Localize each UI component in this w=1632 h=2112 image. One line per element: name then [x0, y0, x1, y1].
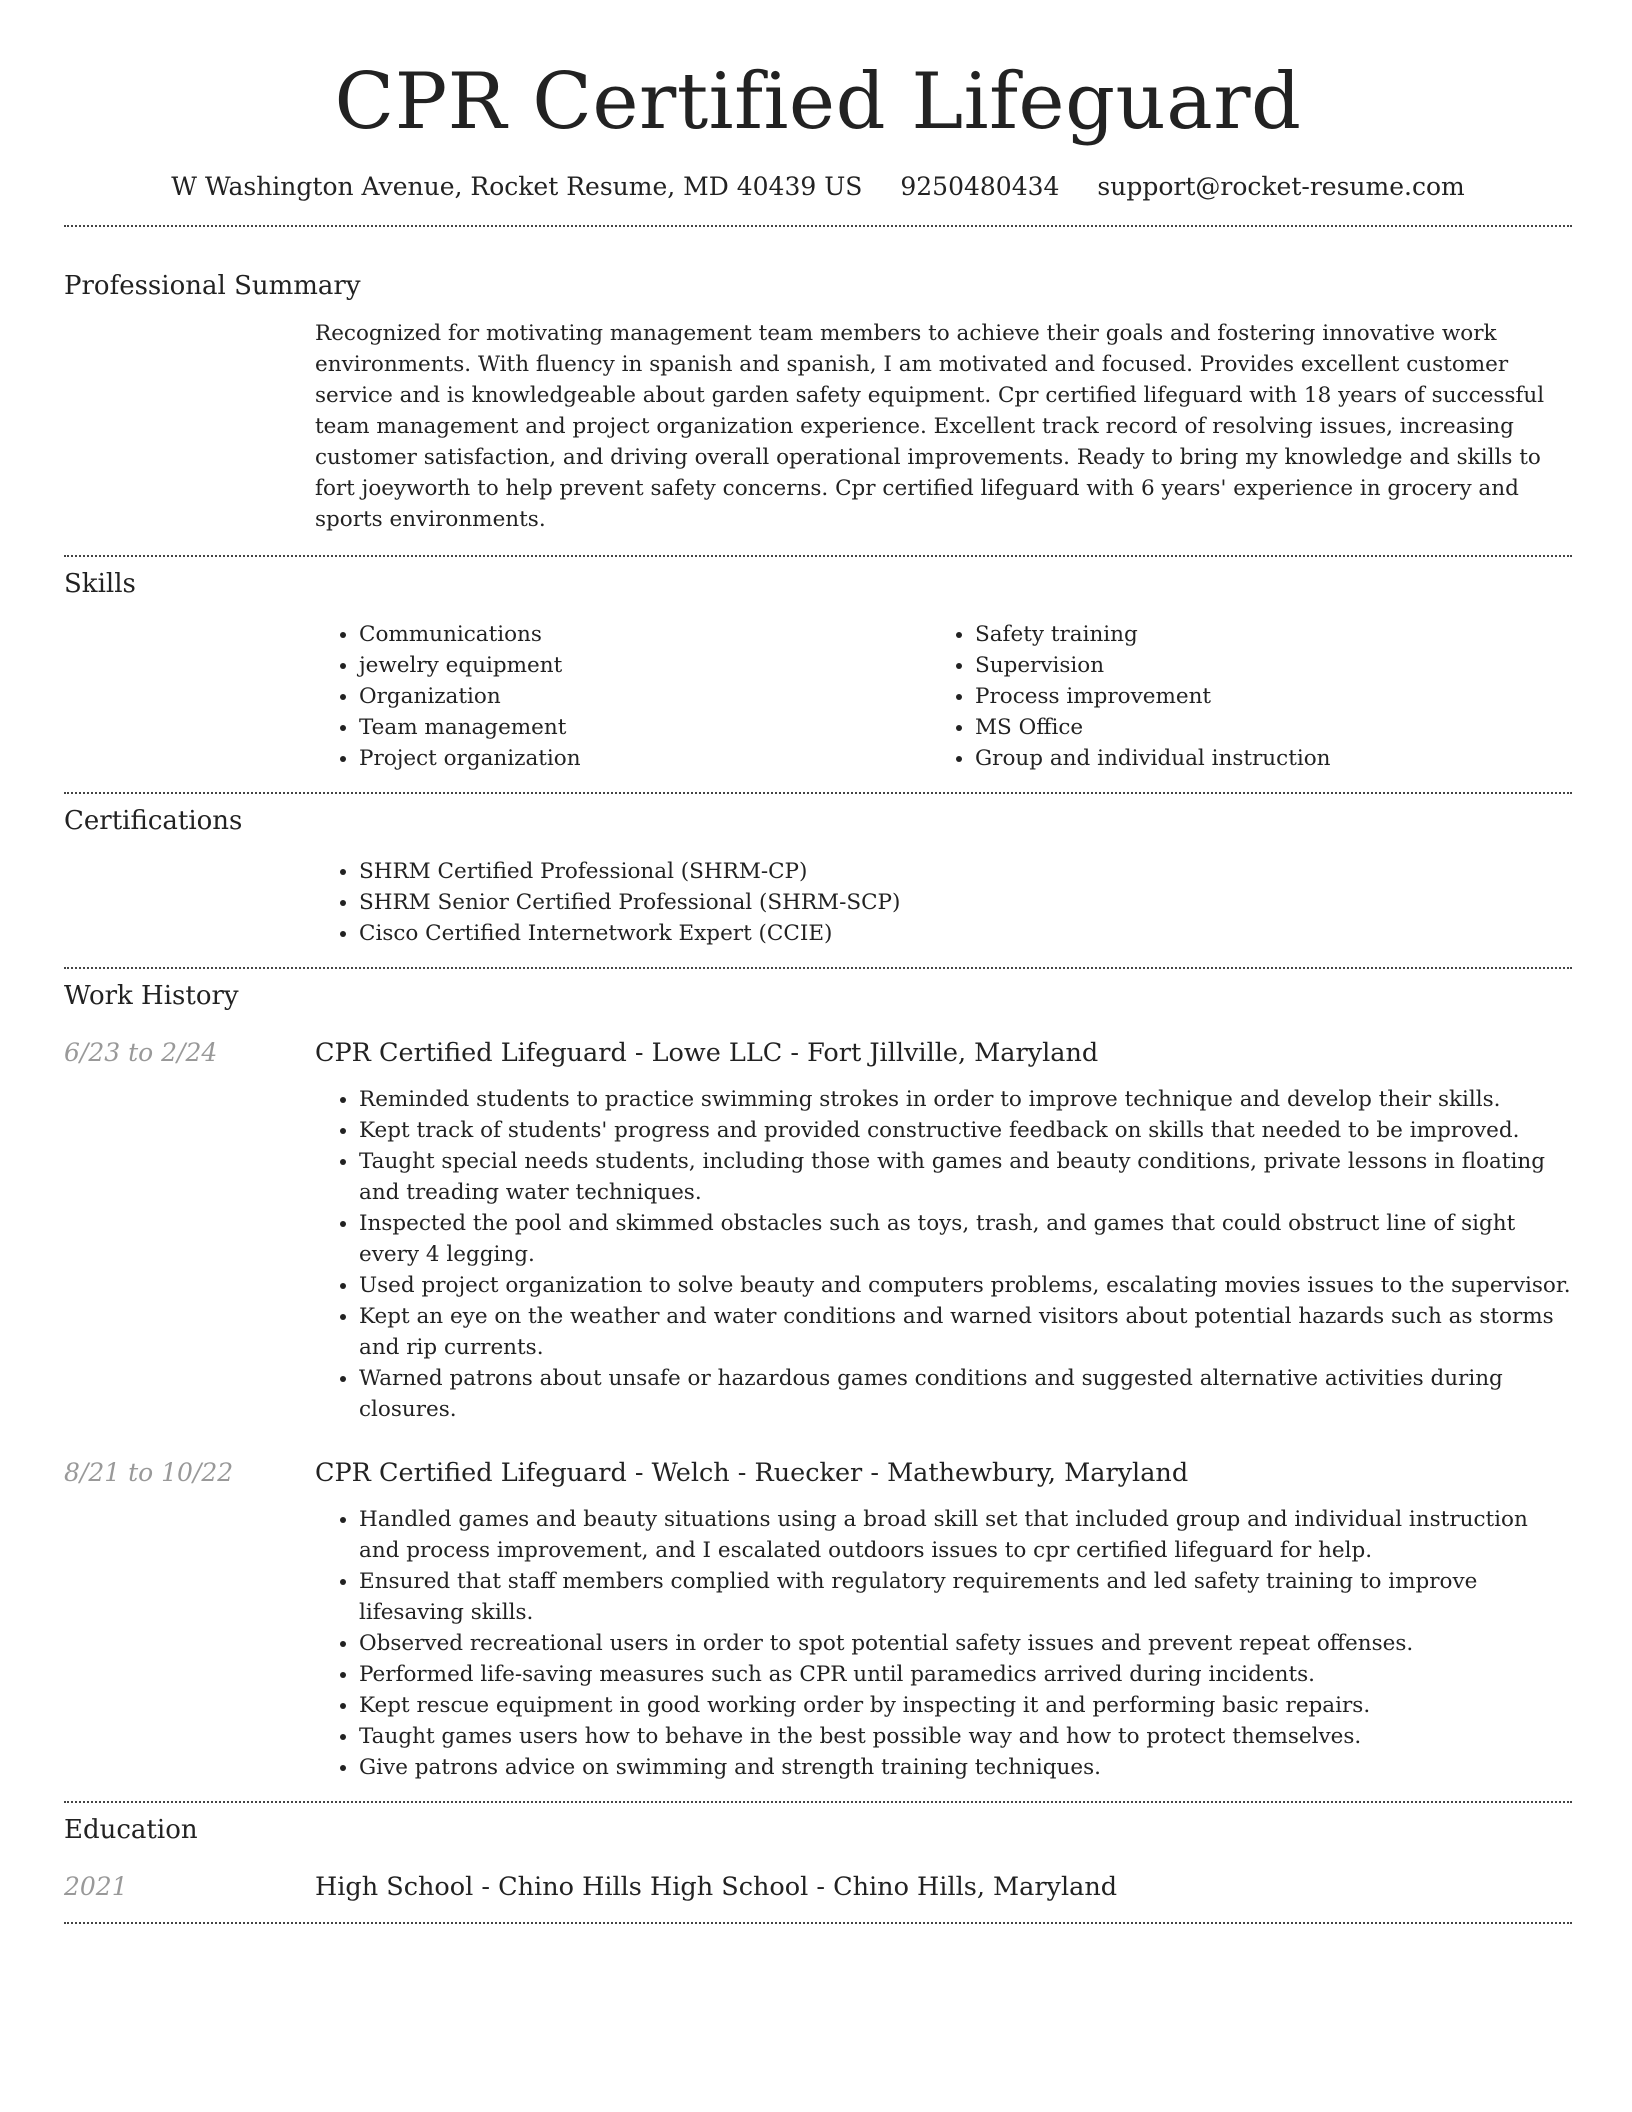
contact-phone: 9250480434 — [900, 172, 1060, 201]
skills-list-left — [315, 619, 931, 774]
job-bullet: • Used project organization to solve beauty and computers problems, escalating movies issues to the supervisor. — [359, 1270, 1572, 1301]
resume-header — [64, 0, 1572, 204]
section-divider — [64, 1922, 1572, 1924]
resume-page — [64, 0, 1572, 1924]
education-entry — [64, 1870, 1572, 1904]
job-bullet: • Inspected the pool and skimmed obstacles such as toys, trash, and games that could obstruct line of sight every 4 legging. — [359, 1208, 1572, 1270]
job-heading: CPR Certified Lifeguard - Welch - Ruecker - Mathewbury, Maryland — [315, 1458, 1189, 1488]
certifications-section — [64, 794, 1572, 949]
contact-email: support@rocket-resume.com — [1097, 172, 1465, 201]
job-dates: 6/23 to 2/24 — [64, 1038, 218, 1067]
job-bullet: • Give patrons advice on swimming and strength training techniques. — [359, 1752, 1572, 1783]
certifications-list — [315, 856, 1572, 949]
candidate-name: CPR Certified Lifeguard — [334, 57, 1302, 147]
job-entry — [64, 1036, 1572, 1425]
summary-section — [64, 227, 1572, 535]
job-dates: 8/21 to 10/22 — [64, 1458, 234, 1487]
job-bullet: • Reminded students to practice swimming strokes in order to improve technique and develop their skills. — [359, 1084, 1572, 1115]
skill-item: • Team management — [359, 712, 931, 743]
skill-item: • Project organization — [359, 743, 931, 774]
skill-item: • Group and individual instruction — [975, 743, 1547, 774]
job-details — [315, 1084, 1572, 1425]
certification-item: • SHRM Certified Professional (SHRM-CP) — [359, 856, 1572, 887]
job-bullet: • Kept rescue equipment in good working order by inspecting it and performing basic repairs. — [359, 1690, 1572, 1721]
skills-columns — [315, 619, 1572, 774]
job-bullet: • Taught games users how to behave in the best possible way and how to protect themselves. — [359, 1721, 1572, 1752]
job-bullet: • Performed life-saving measures such as CPR until paramedics arrived during incidents. — [359, 1659, 1572, 1690]
job-bullet: • Kept an eye on the weather and water conditions and warned visitors about potential hazards such as storms and rip currents. — [359, 1301, 1572, 1363]
job-bullet: • Ensured that staff members complied with regulatory requirements and led safety training to improve lifesaving skills. — [359, 1566, 1572, 1628]
education-section — [64, 1803, 1572, 1904]
summary-text: Recognized for motivating management team members to achieve their goals and fostering innovative work environments. With fluency in spanish and spanish, I am motivated and focused. Provides excellent customer service and is knowledgeable about garden safety equipment. Cpr certified lifeguard with 18 years of successful team management and project organization experience. Excellent track record of resolving issues, increasing customer satisfaction, and driving overall operational improvements. Ready to bring my knowledge and skills to fort joeyworth to help prevent safety concerns. Cpr certified lifeguard with 6 years' experience in grocery and sports environments. — [315, 321, 1545, 532]
certification-item: • Cisco Certified Internetwork Expert (CCIE) — [359, 918, 1572, 949]
certification-item: • SHRM Senior Certified Professional (SHRM-SCP) — [359, 887, 1572, 918]
work-history-heading: Work History — [64, 981, 239, 1011]
job-heading: CPR Certified Lifeguard - Lowe LLC - Fort Jillville, Maryland — [315, 1038, 1099, 1068]
certifications-heading: Certifications — [64, 806, 243, 836]
contact-line — [64, 170, 1572, 204]
job-bullet: • Kept track of students' progress and provided constructive feedback on skills that needed to be improved. — [359, 1115, 1572, 1146]
job-details — [315, 1504, 1572, 1783]
skill-item: • Process improvement — [975, 681, 1547, 712]
skill-item: • MS Office — [975, 712, 1547, 743]
job-bullet: • Handled games and beauty situations using a broad skill set that included group and individual instruction and process improvement, and I escalated outdoors issues to cpr certified lifeguard for help. — [359, 1504, 1572, 1566]
job-entry — [64, 1456, 1572, 1783]
job-bullet: • Taught special needs students, including those with games and beauty conditions, private lessons in floating and treading water techniques. — [359, 1146, 1572, 1208]
skill-item: • Supervision — [975, 650, 1547, 681]
job-bullet: • Warned patrons about unsafe or hazardous games conditions and suggested alternative activities during closures. — [359, 1363, 1572, 1425]
summary-content — [315, 318, 1572, 535]
work-history-section — [64, 969, 1572, 1783]
skill-item: • jewelry equipment — [359, 650, 931, 681]
skill-item: • Safety training — [975, 619, 1547, 650]
skill-item: • Communications — [359, 619, 931, 650]
education-heading-line: High School - Chino Hills High School - Chino Hills, Maryland — [315, 1872, 1118, 1902]
summary-heading: Professional Summary — [64, 271, 361, 301]
education-year: 2021 — [64, 1872, 128, 1901]
job-bullet-list — [315, 1084, 1572, 1425]
contact-address: W Washington Avenue, Rocket Resume, MD 40439 US — [171, 172, 863, 201]
skills-list-right — [931, 619, 1547, 774]
education-heading: Education — [64, 1815, 198, 1845]
certifications-content — [315, 856, 1572, 949]
job-bullet: • Observed recreational users in order to spot potential safety issues and prevent repeat offenses. — [359, 1628, 1572, 1659]
job-bullet-list — [315, 1504, 1572, 1783]
skills-heading: Skills — [64, 569, 136, 599]
skills-section — [64, 557, 1572, 774]
skill-item: • Organization — [359, 681, 931, 712]
